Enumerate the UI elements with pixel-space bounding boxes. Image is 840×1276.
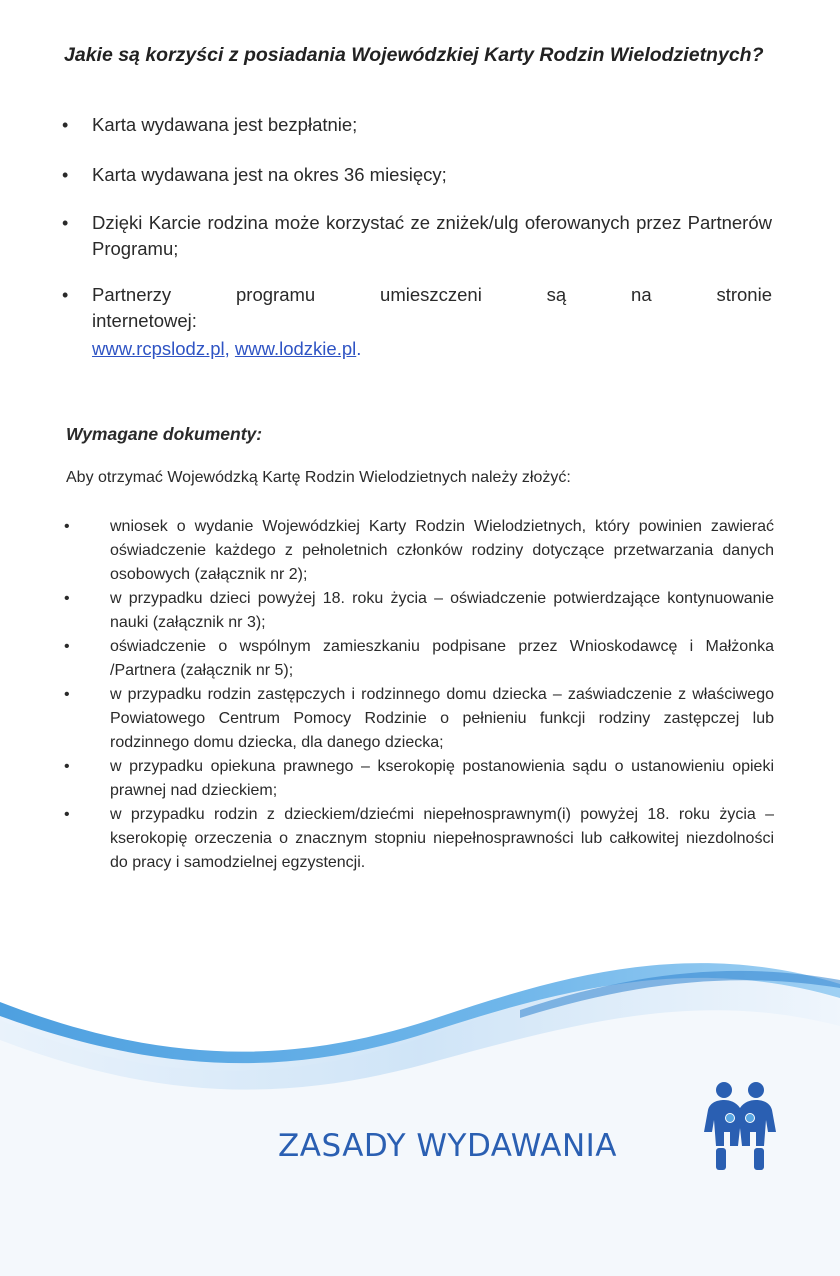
documents-list (60, 515, 774, 875)
bullet-icon: • (62, 115, 69, 135)
list-item-text: w przypadku dzieci powyżej 18. roku życia – oświadczenie potwierdzające kontynuowanie nauki (załącznik nr 3); (110, 590, 774, 631)
list-item-text: Dzięki Karcie rodzina może korzystać ze zniżek/ulg oferowanych przez Partnerów Programu; (92, 212, 772, 259)
bullet-icon: • (64, 758, 70, 775)
link-end: . (356, 338, 362, 359)
link-rcpslodz[interactable]: www.rcpslodz.pl (92, 338, 225, 359)
list-item-text: Karta wydawana jest na okres 36 miesięcy; (92, 164, 447, 185)
list-item (60, 755, 774, 803)
list-item-text: wniosek o wydanie Wojewódzkiej Karty Rodzin Wielodzietnych, który powinien zawierać oświadczenie każdego z pełnoletnich członków rodziny dotyczące przetwarzania danych osobowych (załącznik nr 2); (110, 518, 774, 583)
bullet-icon: • (64, 590, 70, 607)
bullet-icon: • (64, 518, 70, 535)
list-item (60, 587, 774, 635)
link-lodzkie[interactable]: www.lodzkie.pl (234, 338, 357, 359)
list-item-text: w przypadku opiekuna prawnego – kserokopię postanowienia sądu o ustanowieniu opieki prawnej nad dzieckiem; (110, 758, 774, 799)
list-item (60, 210, 772, 262)
bullet-icon: • (62, 285, 69, 305)
list-item (60, 112, 772, 138)
list-item-text: Karta wydawana jest bezpłatnie; (92, 114, 358, 135)
family-icon (700, 1080, 780, 1172)
list-item-text: Partnerzy programu umieszczeni są na stronie internetowej: (92, 284, 772, 331)
documents-heading: Wymagane dokumenty: (66, 424, 263, 444)
list-item (60, 803, 774, 875)
list-item (60, 683, 774, 755)
bullet-icon: • (64, 638, 70, 655)
list-item (60, 162, 772, 188)
link-separator: , (224, 338, 235, 359)
list-item-text: w przypadku rodzin z dzieckiem/dziećmi niepełnosprawnym(i) powyżej 18. roku życia – kserokopię orzeczenia o znacznym stopniu niepełnosprawności lub całkowitej niezdolności do pracy i samodzielnej egzystencji. (110, 806, 774, 871)
list-item (60, 282, 772, 362)
bullet-icon: • (64, 686, 70, 703)
benefits-list (60, 112, 772, 362)
bullet-icon: • (62, 213, 69, 233)
bullet-icon: • (62, 165, 69, 185)
bullet-icon: • (64, 806, 70, 823)
links-line (92, 336, 772, 362)
benefits-heading: Jakie są korzyści z posiadania Wojewódzkiej Karty Rodzin Wielodzietnych? (64, 44, 764, 66)
footer-title: ZASADY WYDAWANIA (278, 1128, 617, 1164)
list-item-text: w przypadku rodzin zastępczych i rodzinnego domu dziecka – zaświadczenie z właściwego Powiatowego Centrum Pomocy Rodzinie o pełnieniu funkcji rodziny zastępczej lub rodzinnego domu dziecka, dla danego dziecka; (110, 686, 774, 751)
list-item-text: oświadczenie o wspólnym zamieszkaniu podpisane przez Wnioskodawcę i Małżonka /Partnera (załącznik nr 5); (110, 638, 774, 679)
list-item (60, 515, 774, 587)
documents-intro: Aby otrzymać Wojewódzką Kartę Rodzin Wielodzietnych należy złożyć: (66, 469, 571, 486)
list-item (60, 635, 774, 683)
